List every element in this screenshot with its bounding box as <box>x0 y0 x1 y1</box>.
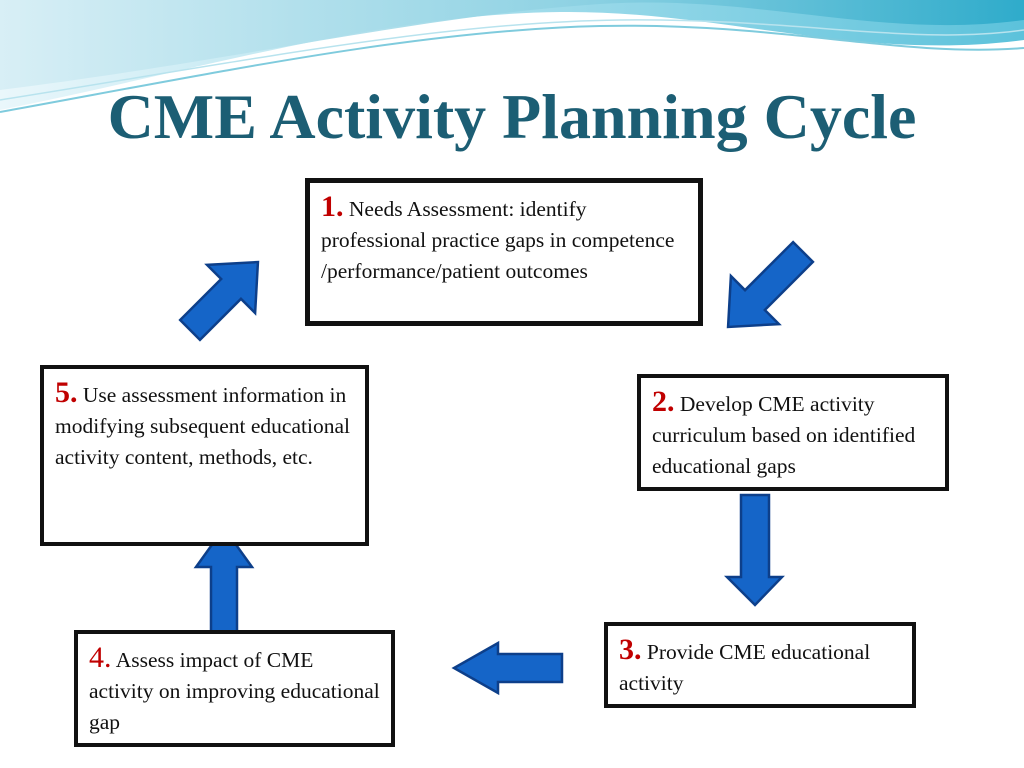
arrow-down-icon <box>727 495 782 605</box>
step-1-box <box>305 178 703 326</box>
step-5-box <box>40 365 369 546</box>
step-2-text: Develop CME activity curriculum based on identified educational gaps <box>652 392 916 478</box>
step-3-box <box>604 622 916 708</box>
step-3-number: 3. <box>619 633 642 666</box>
step-5-number: 5. <box>55 376 78 409</box>
step-5-text: Use assessment information in modifying subsequent educational activity content, methods, etc. <box>55 383 350 469</box>
step-3-text: Provide CME educational activity <box>619 640 871 695</box>
step-1-number: 1. <box>321 190 344 223</box>
arrow-down-right-icon <box>704 228 827 351</box>
step-2-box <box>637 374 949 491</box>
step-2-number: 2. <box>652 385 675 418</box>
step-4-box <box>74 630 395 747</box>
arrow-up-right-icon <box>166 238 282 354</box>
step-1-text: Needs Assessment: identify professional practice gaps in competence /performance/patient outcomes <box>321 197 675 283</box>
slide-title: CME Activity Planning Cycle <box>107 81 917 152</box>
arrow-left-icon <box>454 643 562 693</box>
step-4-number: 4. <box>89 641 112 674</box>
step-4-text: Assess impact of CME activity on improving educational gap <box>89 648 380 734</box>
